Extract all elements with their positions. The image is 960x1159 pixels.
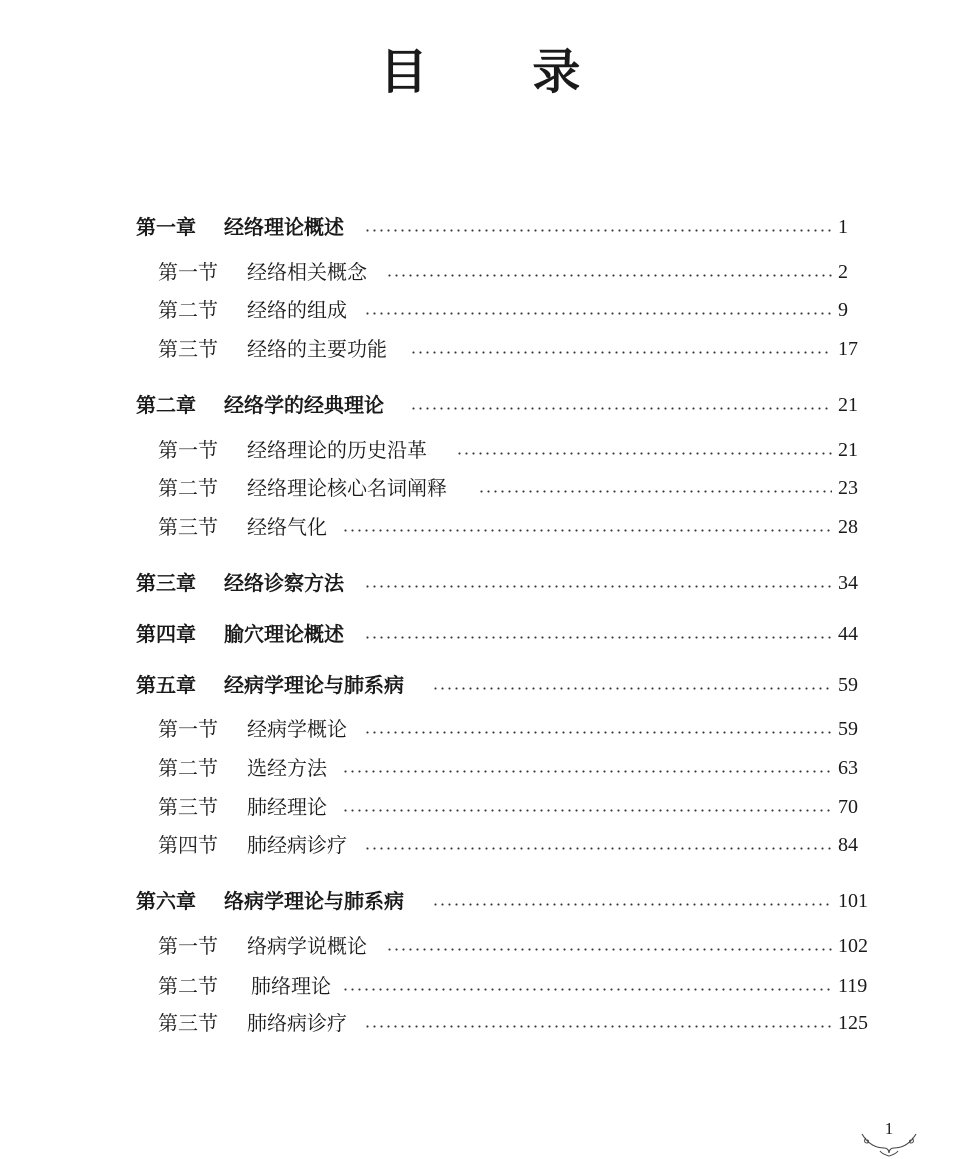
toc-entry-page: 1: [838, 216, 848, 238]
toc-entry-title: 经络理论核心名词阐释: [247, 476, 447, 500]
toc-entry-section-1-1[interactable]: [0, 257, 960, 287]
dot-leader: [364, 1025, 832, 1028]
toc-entry-title: 经络诊察方法: [224, 571, 344, 595]
toc-entry-section-5-4[interactable]: [0, 830, 960, 860]
dot-leader: [364, 229, 832, 232]
toc-entry-section-1-2[interactable]: [0, 295, 960, 325]
toc-entry-section-6-1[interactable]: [0, 931, 960, 961]
toc-entry-title: 经络理论概述: [224, 215, 344, 239]
toc-entry-title: 经病学理论与肺系病: [224, 673, 404, 697]
toc-entry-page: 59: [838, 718, 858, 740]
toc-entry-title: 肺经理论: [247, 795, 327, 819]
toc-entry-number: 第二节: [158, 756, 218, 780]
toc-entry-section-5-1[interactable]: [0, 714, 960, 744]
toc-entry-page: 34: [838, 572, 858, 594]
toc-entry-title: 选经方法: [247, 756, 327, 780]
toc-entry-number: 第三节: [158, 337, 218, 361]
toc-entry-title: 肺络理论: [251, 974, 331, 998]
dot-leader: [386, 948, 832, 951]
toc-entry-page: 2: [838, 261, 848, 283]
toc-entry-section-2-2[interactable]: [0, 473, 960, 503]
toc-entry-section-5-2[interactable]: [0, 753, 960, 783]
toc-entry-number: 第二节: [158, 298, 218, 322]
dot-leader: [478, 490, 832, 493]
toc-entry-chapter-2[interactable]: [0, 390, 960, 420]
toc-entry-number: 第四章: [136, 622, 196, 646]
toc-entry-number: 第四节: [158, 833, 218, 857]
toc-entry-number: 第一章: [136, 215, 196, 239]
dot-leader: [342, 770, 832, 773]
toc-entry-title: 经络相关概念: [247, 260, 367, 284]
toc-entry-number: 第二节: [158, 476, 218, 500]
dot-leader: [410, 407, 832, 410]
toc-entry-page: 21: [838, 394, 858, 416]
toc-entry-number: 第三节: [158, 1011, 218, 1035]
dot-leader: [342, 809, 832, 812]
toc-entry-title: 经络气化: [247, 515, 327, 539]
toc-entry-chapter-5[interactable]: [0, 670, 960, 700]
dot-leader: [342, 988, 832, 991]
toc-entry-page: 102: [838, 935, 868, 957]
toc-entry-number: 第一节: [158, 260, 218, 284]
toc-entry-page: 28: [838, 516, 858, 538]
toc-entry-page: 84: [838, 834, 858, 856]
toc-entry-page: 125: [838, 1012, 868, 1034]
dot-leader: [432, 903, 832, 906]
toc-entry-title: 腧穴理论概述: [224, 622, 344, 646]
toc-entry-section-2-3[interactable]: [0, 512, 960, 542]
toc-entry-section-6-3[interactable]: [0, 1008, 960, 1038]
toc-entry-page: 21: [838, 439, 858, 461]
toc-entry-number: 第三节: [158, 515, 218, 539]
toc-entry-title: 络病学理论与肺系病: [224, 889, 404, 913]
toc-entry-number: 第一节: [158, 934, 218, 958]
toc-entry-page: 119: [838, 975, 868, 997]
toc-entry-section-2-1[interactable]: [0, 435, 960, 465]
toc-entry-title: 经络学的经典理论: [224, 393, 384, 417]
toc-entry-title: 肺络病诊疗: [247, 1011, 347, 1035]
toc-entry-number: 第一节: [158, 717, 218, 741]
dot-leader: [364, 312, 832, 315]
toc-entry-section-1-3[interactable]: [0, 334, 960, 364]
toc-entry-page: 63: [838, 757, 858, 779]
toc-entry-section-5-3[interactable]: [0, 792, 960, 822]
toc-entry-title: 肺经病诊疗: [247, 833, 347, 857]
toc-entry-page: 70: [838, 796, 858, 818]
toc-entry-chapter-4[interactable]: [0, 619, 960, 649]
toc-entry-title: 经络的组成: [247, 298, 347, 322]
toc-entry-page: 44: [838, 623, 858, 645]
toc-entry-number: 第一节: [158, 438, 218, 462]
dot-leader: [386, 274, 832, 277]
toc-entry-chapter-3[interactable]: [0, 568, 960, 598]
dot-leader: [410, 351, 832, 354]
toc-entry-number: 第六章: [136, 889, 196, 913]
toc-entry-title: 经络的主要功能: [247, 337, 387, 361]
page-title: 目 录: [379, 44, 625, 100]
toc-entry-page: 17: [838, 338, 858, 360]
toc-entry-page: 59: [838, 674, 858, 696]
dot-leader: [364, 585, 832, 588]
toc-entry-section-6-2[interactable]: [0, 971, 960, 1001]
toc-entry-number: 第二节: [158, 974, 218, 998]
page-footer: [860, 1118, 918, 1158]
page-number: 1: [884, 1119, 894, 1138]
dot-leader: [364, 847, 832, 850]
dot-leader: [432, 687, 832, 690]
dot-leader: [456, 452, 832, 455]
dot-leader: [364, 636, 832, 639]
toc-entry-title: 经络理论的历史沿革: [247, 438, 427, 462]
toc-entry-page: 101: [838, 890, 868, 912]
toc-entry-number: 第三章: [136, 571, 196, 595]
toc-entry-number: 第五章: [136, 673, 196, 697]
toc-entry-number: 第二章: [136, 393, 196, 417]
toc-entry-page: 9: [838, 299, 848, 321]
toc-entry-page: 23: [838, 477, 858, 499]
toc-entry-chapter-6[interactable]: [0, 886, 960, 916]
toc-entry-number: 第三节: [158, 795, 218, 819]
toc-entry-title: 络病学说概论: [247, 934, 367, 958]
toc-entry-chapter-1[interactable]: [0, 212, 960, 242]
toc-entry-title: 经病学概论: [247, 717, 347, 741]
dot-leader: [364, 731, 832, 734]
dot-leader: [342, 529, 832, 532]
